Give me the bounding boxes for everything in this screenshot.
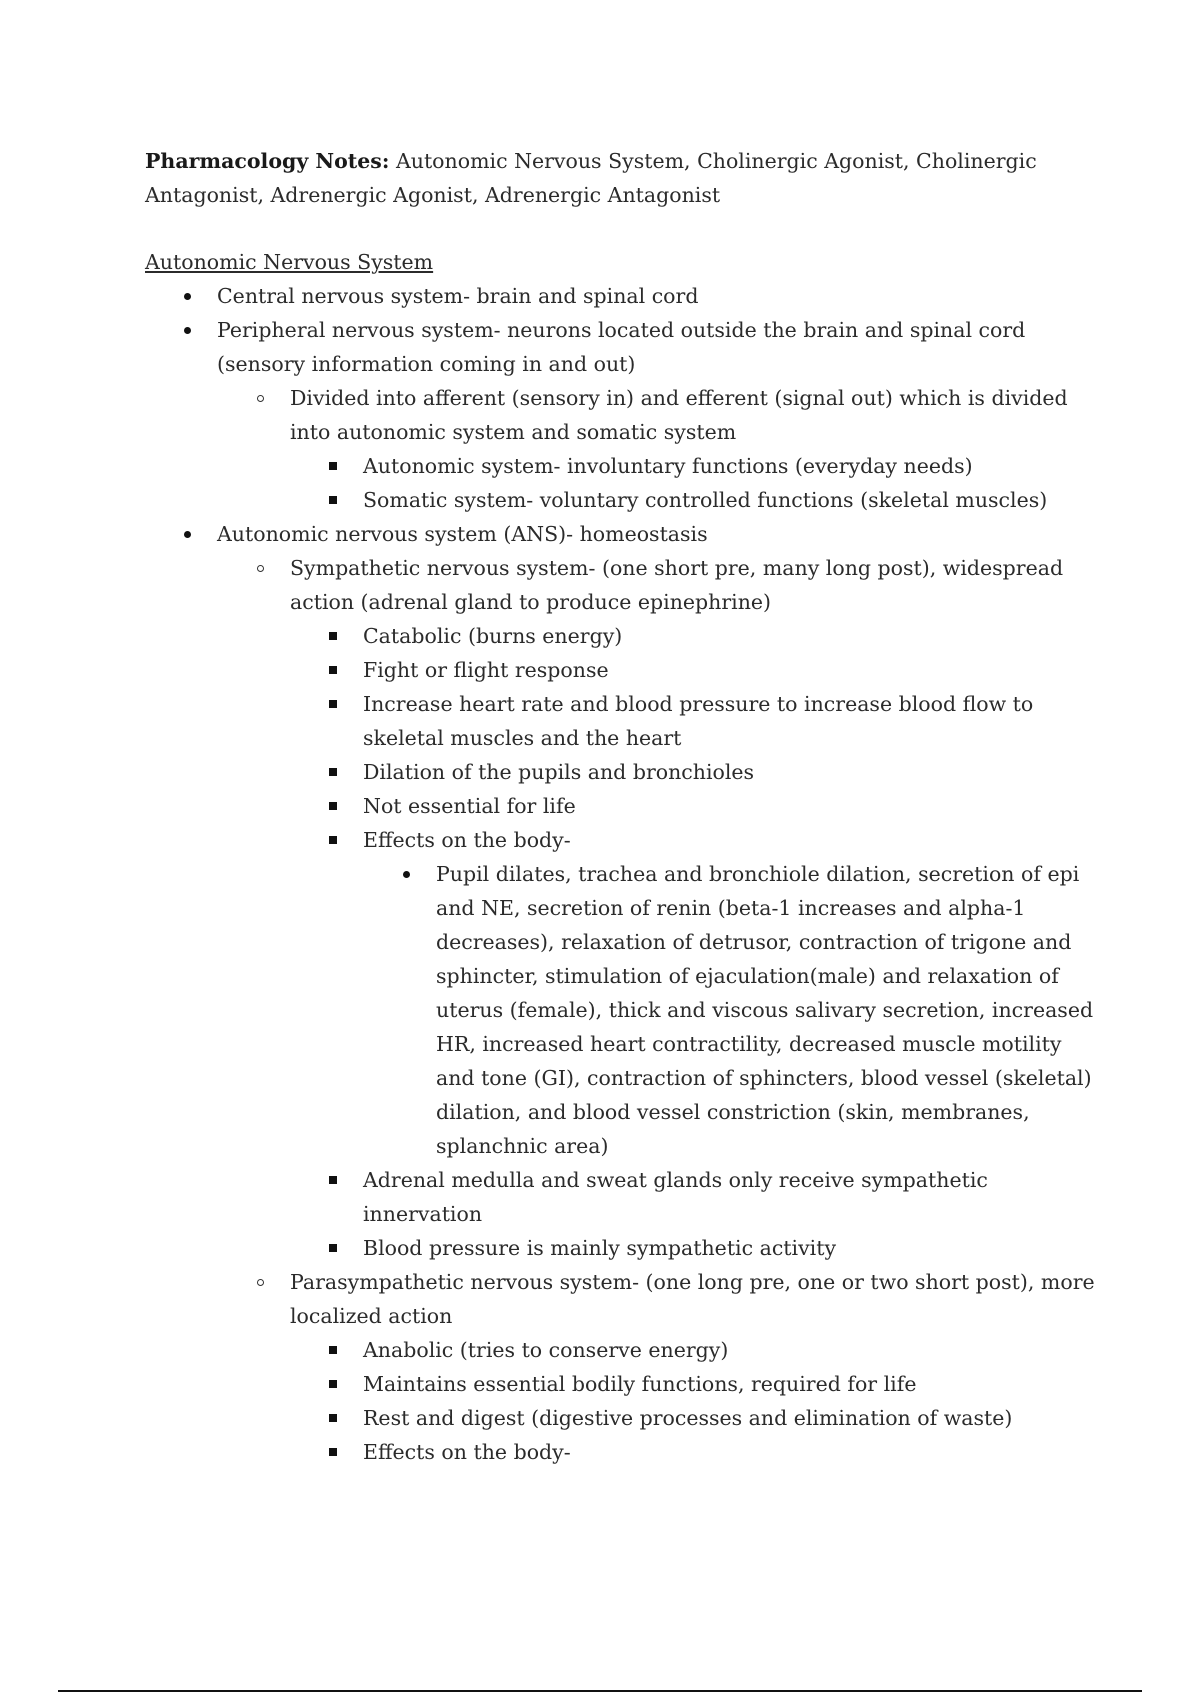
list-item bbox=[145, 1231, 1105, 1265]
list-item bbox=[145, 449, 1105, 483]
disc-bullet-icon bbox=[177, 313, 197, 347]
circle-bullet-icon bbox=[250, 1265, 270, 1299]
list-item-text: Peripheral nervous system- neurons located outside the brain and spinal cord (sensory information coming in and out) bbox=[217, 318, 1026, 376]
list-item-text: Catabolic (burns energy) bbox=[363, 624, 623, 648]
list-item-text: Increase heart rate and blood pressure to increase blood flow to skeletal muscles and the heart bbox=[363, 692, 1034, 750]
list-item-text: Maintains essential bodily functions, required for life bbox=[363, 1372, 917, 1396]
square-bullet-icon bbox=[323, 1163, 343, 1197]
list-item-text: Rest and digest (digestive processes and elimination of waste) bbox=[363, 1406, 1013, 1430]
list-item-text: Anabolic (tries to conserve energy) bbox=[363, 1338, 729, 1362]
square-bullet-icon bbox=[323, 789, 343, 823]
list-item bbox=[145, 1265, 1105, 1333]
list-item bbox=[145, 551, 1105, 619]
disc-bullet-icon bbox=[396, 857, 416, 891]
square-bullet-icon bbox=[323, 653, 343, 687]
list-item bbox=[145, 1163, 1105, 1231]
section-heading: Autonomic Nervous System bbox=[145, 250, 434, 274]
title-label: Pharmacology Notes: bbox=[145, 149, 390, 173]
title-continuation: Antagonist, Adrenergic Agonist, Adrenergic Antagonist bbox=[145, 183, 721, 207]
circle-bullet-icon bbox=[250, 551, 270, 585]
square-bullet-icon bbox=[323, 823, 343, 857]
list-item-text: Fight or flight response bbox=[363, 658, 609, 682]
list-item bbox=[145, 619, 1105, 653]
list-item bbox=[145, 687, 1105, 755]
document-body bbox=[145, 144, 1105, 1469]
list-item bbox=[145, 1333, 1105, 1367]
list-item-text: Pupil dilates, trachea and bronchiole dilation, secretion of epi and NE, secretion of renin (beta-1 increases and alpha-1 decreases), relaxation of detrusor, contraction of trigone and sphincter, stimulation of ejaculation(male) and relaxation of uterus (female), thick and viscous salivary secretion, increased HR, increased heart contractility, decreased muscle motility and tone (GI), contraction of sphincters, blood vessel (skeletal) dilation, and blood vessel constriction (skin, membranes, splanchnic area) bbox=[436, 862, 1094, 1158]
list-item-text: Effects on the body- bbox=[363, 828, 571, 852]
list-item-text: Parasympathetic nervous system- (one long pre, one or two short post), more localized action bbox=[290, 1270, 1095, 1328]
list-item bbox=[145, 483, 1105, 517]
square-bullet-icon bbox=[323, 449, 343, 483]
list-item bbox=[145, 381, 1105, 449]
square-bullet-icon bbox=[323, 687, 343, 721]
circle-bullet-icon bbox=[250, 381, 270, 415]
square-bullet-icon bbox=[323, 1401, 343, 1435]
notes-list bbox=[145, 279, 1105, 1469]
list-item bbox=[145, 1435, 1105, 1469]
square-bullet-icon bbox=[323, 483, 343, 517]
list-item-text: Dilation of the pupils and bronchioles bbox=[363, 760, 755, 784]
list-item bbox=[145, 823, 1105, 857]
list-item bbox=[145, 789, 1105, 823]
list-item bbox=[145, 313, 1105, 381]
list-item-text: Not essential for life bbox=[363, 794, 576, 818]
disc-bullet-icon bbox=[177, 279, 197, 313]
list-item bbox=[145, 857, 1105, 1163]
page-bottom-rule bbox=[58, 1690, 1142, 1692]
list-item bbox=[145, 653, 1105, 687]
square-bullet-icon bbox=[323, 1367, 343, 1401]
list-item-text: Central nervous system- brain and spinal cord bbox=[217, 284, 699, 308]
list-item bbox=[145, 755, 1105, 789]
list-item-text: Effects on the body- bbox=[363, 1440, 571, 1464]
square-bullet-icon bbox=[323, 1435, 343, 1469]
square-bullet-icon bbox=[323, 619, 343, 653]
list-item-text: Blood pressure is mainly sympathetic activity bbox=[363, 1236, 837, 1260]
square-bullet-icon bbox=[323, 1231, 343, 1265]
list-item-text: Sympathetic nervous system- (one short pre, many long post), widespread action (adrenal gland to produce epinephrine) bbox=[290, 556, 1064, 614]
list-item-text: Divided into afferent (sensory in) and efferent (signal out) which is divided into autonomic system and somatic system bbox=[290, 386, 1068, 444]
list-item bbox=[145, 279, 1105, 313]
list-item-text: Adrenal medulla and sweat glands only receive sympathetic innervation bbox=[363, 1168, 988, 1226]
title-text: Autonomic Nervous System, Cholinergic Agonist, Cholinergic bbox=[389, 149, 1037, 173]
document-title bbox=[145, 144, 1105, 178]
list-item bbox=[145, 1367, 1105, 1401]
list-item-text: Somatic system- voluntary controlled functions (skeletal muscles) bbox=[363, 488, 1048, 512]
disc-bullet-icon bbox=[177, 517, 197, 551]
list-item-text: Autonomic nervous system (ANS)- homeostasis bbox=[217, 522, 708, 546]
square-bullet-icon bbox=[323, 755, 343, 789]
list-item bbox=[145, 517, 1105, 551]
square-bullet-icon bbox=[323, 1333, 343, 1367]
list-item bbox=[145, 1401, 1105, 1435]
list-item-text: Autonomic system- involuntary functions (everyday needs) bbox=[363, 454, 973, 478]
